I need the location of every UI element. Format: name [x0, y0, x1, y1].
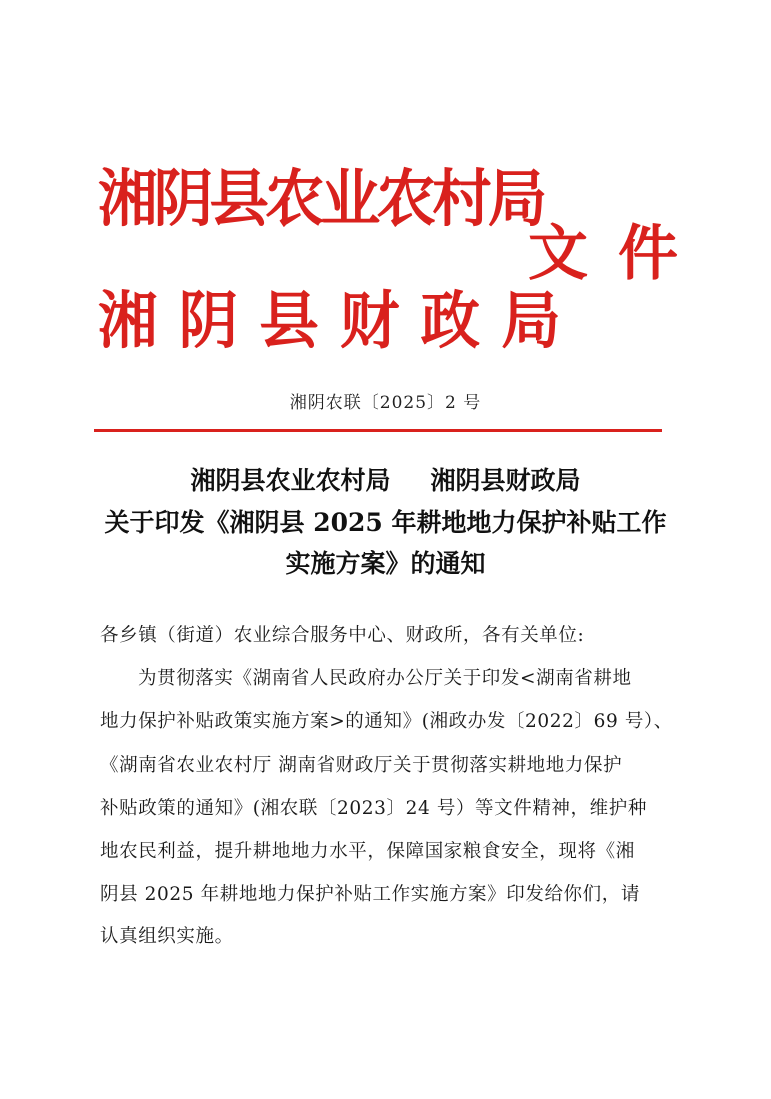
- issuing-org-finance: 湘阴县财政局: [98, 284, 582, 357]
- title-line-3: 实施方案》的通知: [285, 549, 486, 578]
- body-line: 为贯彻落实《湖南省人民政府办公厅关于印发<湖南省耕地: [138, 668, 632, 689]
- body-line: 阴县 2025 年耕地地力保护补贴工作实施方案》印发给你们，请: [100, 884, 640, 905]
- salutation: 各乡镇（街道）农业综合服务中心、财政所，各有关单位:: [100, 625, 585, 646]
- body-line: 补贴政策的通知》(湘农联〔2023〕24 号）等文件精神，维护种: [100, 798, 647, 819]
- title-org-agriculture: 湘阴县农业农村局: [190, 466, 391, 495]
- body-line: 认真组织实施。: [100, 926, 234, 947]
- red-separator-line: [94, 429, 662, 432]
- title-line-1: [0, 468, 771, 493]
- title-line-2: 关于印发《湘阴县 2025 年耕地地力保护补贴工作: [104, 508, 667, 537]
- body-line: 《湖南省农业农村厅 湖南省财政厅关于贯彻落实耕地地力保护: [100, 755, 623, 776]
- title-org-finance: 湘阴县财政局: [430, 466, 581, 495]
- document-type-label: 文件: [528, 219, 708, 289]
- issuing-org-agriculture: 湘阴县农业农村局: [98, 162, 544, 235]
- document-number: 湘阴农联〔2025〕2 号: [289, 393, 482, 413]
- body-line: 地农民利益，提升耕地地力水平，保障国家粮食安全，现将《湘: [100, 841, 635, 862]
- body-line: 地力保护补贴政策实施方案>的通知》(湘政办发〔2022〕69 号）、: [100, 711, 673, 732]
